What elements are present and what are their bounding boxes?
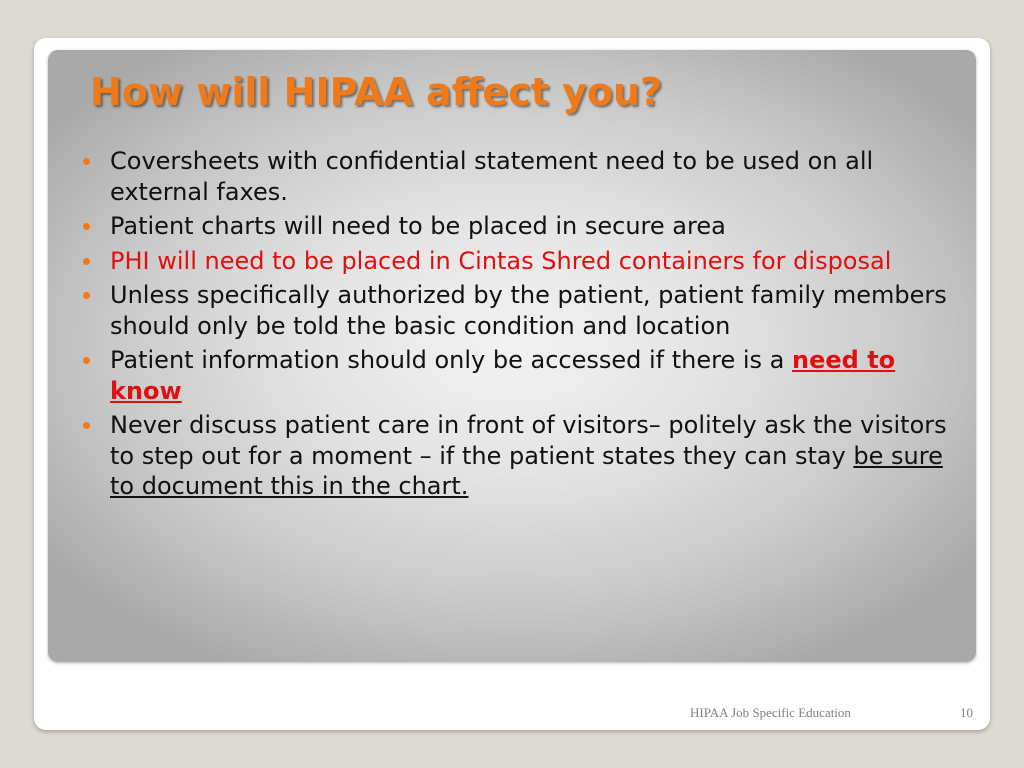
- bullet-dot-icon: [83, 292, 90, 299]
- slide-title: How will HIPAA affect you?: [90, 70, 663, 114]
- need-to-know-emphasis: need to know: [110, 346, 896, 405]
- footer-text: HIPAA Job Specific Education: [690, 705, 851, 720]
- bullet-item-family-members: [80, 280, 956, 341]
- bullet-text: Coversheets with confidential statement need to be used on all external faxes.: [110, 147, 874, 206]
- bullet-item-phi-disposal: [80, 246, 956, 277]
- bullet-text: Patient charts will need to be placed in secure area: [110, 212, 726, 240]
- bullet-dot-icon: [83, 357, 90, 364]
- bullet-text: Never discuss patient care in front of visitors– politely ask the visitors to step out for a moment – if the patient states they can stay: [110, 411, 947, 470]
- document-in-chart-underlined: be sure to document this in the chart.: [110, 441, 943, 500]
- bullet-dot-icon: [83, 158, 90, 165]
- bullet-text: Unless specifically authorized by the patient, patient family members should only be told the basic condition and location: [110, 281, 947, 340]
- bullet-item-patient-charts: [80, 211, 956, 242]
- bullet-item-coversheets: [80, 146, 956, 207]
- bullet-item-need-to-know: [80, 345, 956, 406]
- bullet-item-visitors: [80, 410, 956, 502]
- bullet-dot-icon: [83, 258, 90, 265]
- bullet-dot-icon: [83, 422, 90, 429]
- page-number: 10: [960, 705, 973, 720]
- bullet-text: PHI will need to be placed in Cintas Shred containers for disposal: [110, 246, 892, 275]
- bullet-text: Patient information should only be accessed if there is a: [110, 346, 793, 374]
- bullet-dot-icon: [83, 223, 90, 230]
- bullet-list: [80, 146, 956, 506]
